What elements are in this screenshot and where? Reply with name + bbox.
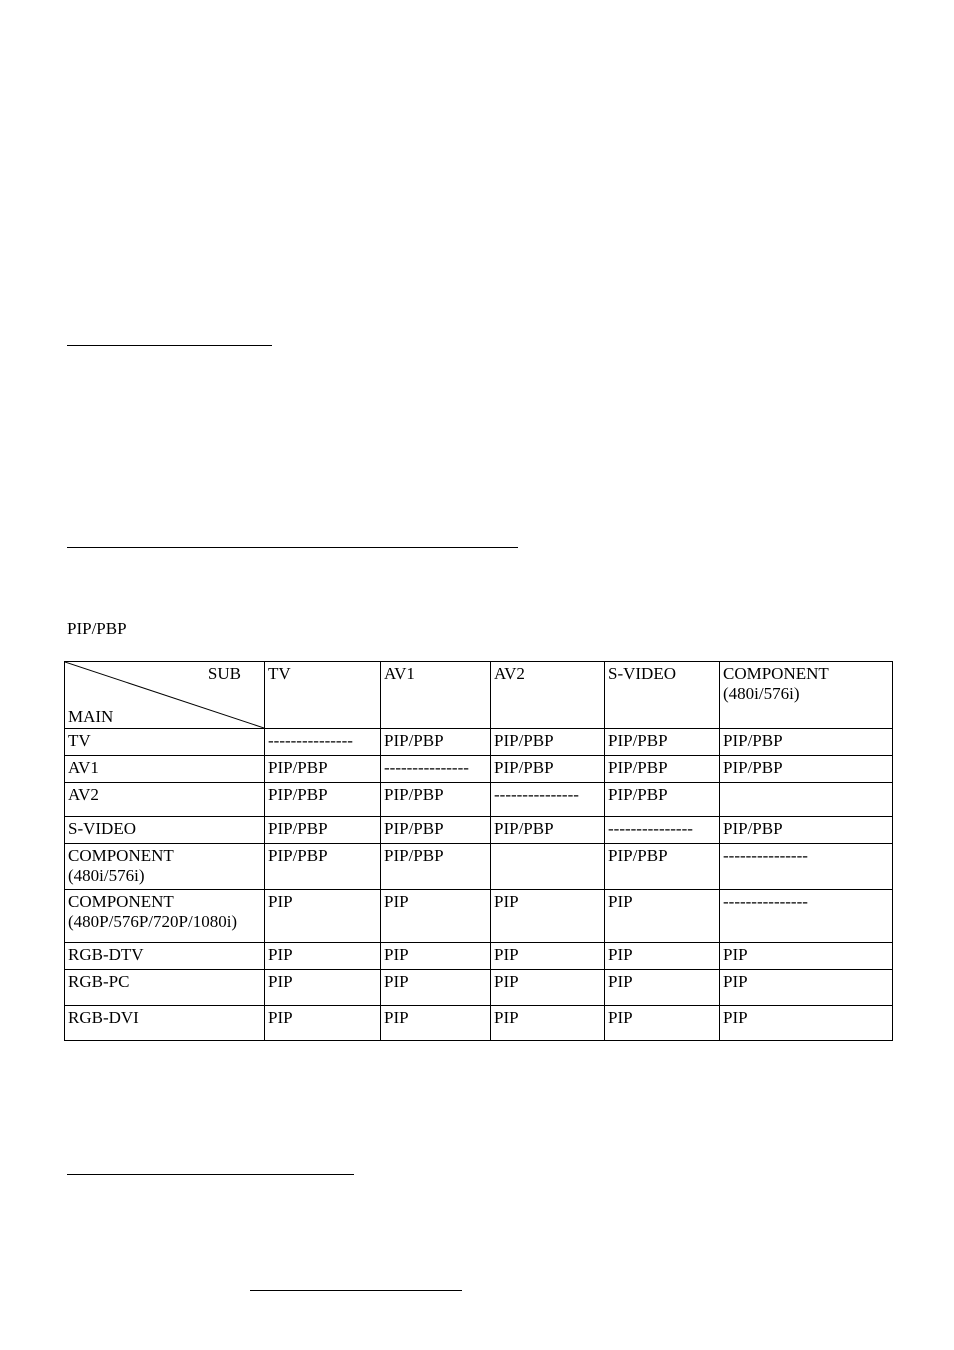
table-cell: PIP xyxy=(265,1006,381,1041)
section-underline xyxy=(67,547,518,548)
column-header-component-480i: COMPONENT (480i/576i) xyxy=(720,662,893,729)
table-row xyxy=(65,729,893,756)
table-cell: PIP xyxy=(381,1006,491,1041)
table-cell: PIP xyxy=(381,970,491,1006)
row-header-rgb-dvi: RGB-DVI xyxy=(65,1006,265,1041)
table-cell: PIP/PBP xyxy=(720,729,893,756)
table-cell: PIP/PBP xyxy=(605,783,720,817)
table-cell xyxy=(491,844,605,890)
main-axis-label: MAIN xyxy=(68,707,114,726)
table-cell: PIP/PBP xyxy=(605,844,720,890)
table-row xyxy=(65,970,893,1006)
table-cell: PIP/PBP xyxy=(381,844,491,890)
sub-axis-label: SUB xyxy=(207,664,241,683)
table-row xyxy=(65,783,893,817)
row-header-av1: AV1 xyxy=(65,756,265,783)
table-row xyxy=(65,756,893,783)
corner-header-cell xyxy=(65,662,265,729)
table-cell: PIP xyxy=(491,970,605,1006)
table-cell: PIP xyxy=(491,943,605,970)
table-cell: PIP xyxy=(605,1006,720,1041)
row-header-rgb-pc: RGB-PC xyxy=(65,970,265,1006)
table-cell: PIP xyxy=(720,943,893,970)
table-cell: PIP/PBP xyxy=(381,783,491,817)
table-cell: PIP/PBP xyxy=(381,729,491,756)
table-cell: PIP xyxy=(381,943,491,970)
table-cell: PIP xyxy=(605,890,720,943)
table-cell: PIP/PBP xyxy=(265,756,381,783)
table-cell: PIP/PBP xyxy=(720,756,893,783)
table-cell: PIP/PBP xyxy=(265,817,381,844)
table-row xyxy=(65,890,893,943)
table-header-row xyxy=(65,662,893,729)
table-cell: PIP/PBP xyxy=(381,817,491,844)
table-cell: PIP xyxy=(265,890,381,943)
table-cell: --------------- xyxy=(605,817,720,844)
table-row xyxy=(65,817,893,844)
table-cell: PIP xyxy=(491,1006,605,1041)
table-cell: PIP xyxy=(720,970,893,1006)
table-cell: --------------- xyxy=(265,729,381,756)
table-cell: PIP xyxy=(720,1006,893,1041)
table-cell: PIP/PBP xyxy=(720,817,893,844)
table-cell: PIP xyxy=(265,943,381,970)
table-cell: PIP/PBP xyxy=(605,756,720,783)
pip-pbp-compatibility-table xyxy=(64,661,893,1041)
section-underline xyxy=(67,1174,354,1175)
table-cell: --------------- xyxy=(491,783,605,817)
table-row xyxy=(65,943,893,970)
column-header-av1: AV1 xyxy=(381,662,491,729)
table-cell xyxy=(720,783,893,817)
row-header-rgb-dtv: RGB-DTV xyxy=(65,943,265,970)
table-row xyxy=(65,1006,893,1041)
table-cell: PIP xyxy=(491,890,605,943)
column-header-av2: AV2 xyxy=(491,662,605,729)
table-cell: --------------- xyxy=(381,756,491,783)
table-cell: --------------- xyxy=(720,890,893,943)
table-cell: PIP xyxy=(265,970,381,1006)
row-header-component-480p: COMPONENT (480P/576P/720P/1080i) xyxy=(65,890,265,943)
row-header-av2: AV2 xyxy=(65,783,265,817)
table-cell: PIP/PBP xyxy=(605,729,720,756)
table-cell: PIP/PBP xyxy=(491,756,605,783)
table-cell: PIP xyxy=(605,943,720,970)
table-caption: PIP/PBP xyxy=(67,619,127,638)
table-row xyxy=(65,844,893,890)
column-header-tv: TV xyxy=(265,662,381,729)
table-cell: PIP/PBP xyxy=(491,729,605,756)
section-underline xyxy=(250,1290,462,1291)
row-header-s-video: S-VIDEO xyxy=(65,817,265,844)
table-cell: PIP xyxy=(605,970,720,1006)
table-cell: PIP/PBP xyxy=(491,817,605,844)
row-header-component-480i: COMPONENT (480i/576i) xyxy=(65,844,265,890)
table-cell: PIP xyxy=(381,890,491,943)
section-underline xyxy=(67,345,272,346)
row-header-tv: TV xyxy=(65,729,265,756)
column-header-s-video: S-VIDEO xyxy=(605,662,720,729)
table-cell: --------------- xyxy=(720,844,893,890)
table-cell: PIP/PBP xyxy=(265,783,381,817)
table-cell: PIP/PBP xyxy=(265,844,381,890)
